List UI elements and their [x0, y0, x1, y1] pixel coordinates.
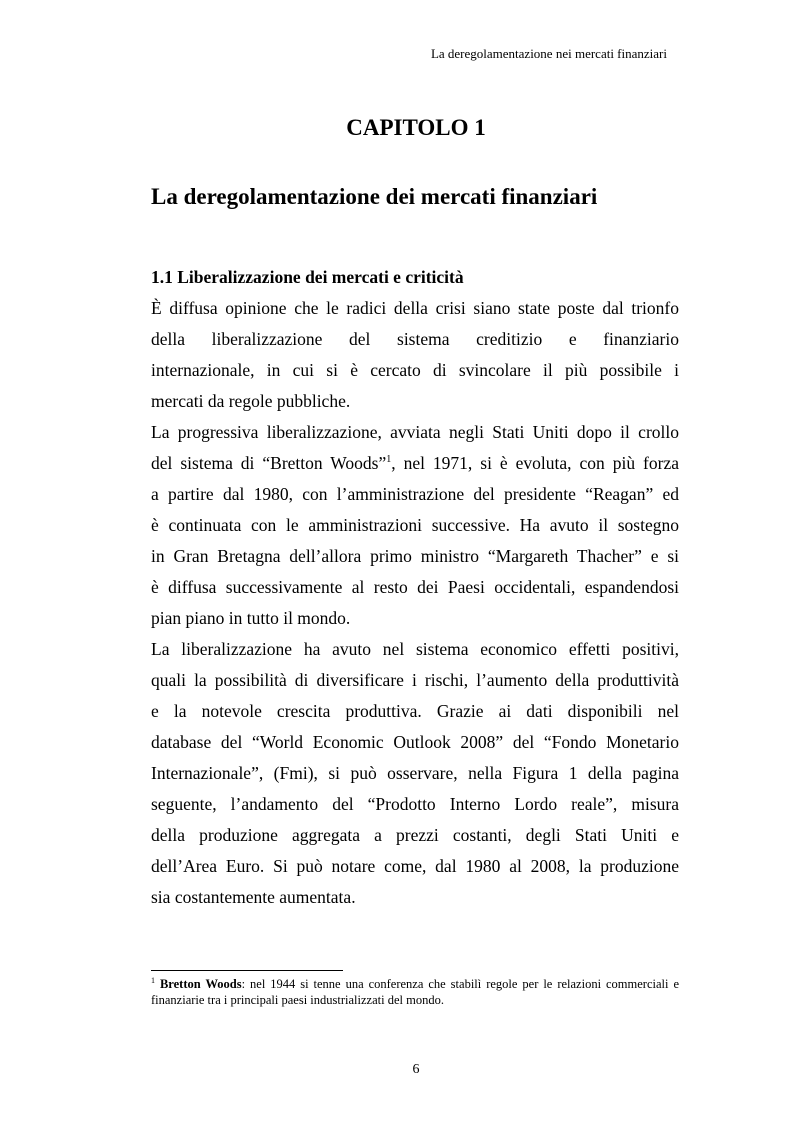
body-text — [151, 293, 679, 913]
paragraph-line: La progressiva liberalizzazione, avviata negli Stati Uniti dopo il crollo — [151, 422, 679, 442]
paragraph-line: seguente, l’andamento del “Prodotto Interno Lordo reale”, misura — [151, 794, 679, 814]
paragraph-line: internazionale, in cui si è cercato di svincolare il più possibile i — [151, 360, 679, 380]
paragraph-line: database del “World Economic Outlook 2008” del “Fondo Monetario — [151, 732, 679, 752]
paragraph-line — [151, 448, 679, 479]
paragraph-line: mercati da regole pubbliche. — [151, 391, 351, 411]
footnote-reference: 1 — [386, 454, 392, 465]
text-run: del sistema di “Bretton Woods” — [151, 453, 387, 473]
paragraph-line: dell’Area Euro. Si può notare come, dal 1980 al 2008, la produzione — [151, 856, 679, 876]
paragraph-line: della produzione aggregata a prezzi costanti, degli Stati Uniti e — [151, 825, 679, 845]
paragraph-line: pian piano in tutto il mondo. — [151, 608, 351, 628]
paragraph-line: La liberalizzazione ha avuto nel sistema economico effetti positivi, — [151, 639, 679, 659]
footnote-term: Bretton Woods — [159, 977, 242, 991]
paragraph-line: È diffusa opinione che le radici della crisi siano state poste dal trionfo — [151, 298, 679, 318]
section-heading: 1.1 Liberalizzazione dei mercati e criticità — [151, 267, 464, 287]
paragraph-3 — [151, 634, 679, 913]
paragraph-line: quali la possibilità di diversificare i rischi, l’aumento della produttività — [151, 670, 679, 690]
chapter-title: La deregolamentazione dei mercati finanziari — [151, 184, 598, 209]
paragraph-line: a partire dal 1980, con l’amministrazione del presidente “Reagan” ed — [151, 484, 679, 504]
page-number: 6 — [412, 1062, 420, 1077]
paragraph-1 — [151, 293, 679, 417]
footnote-number: 1 — [151, 976, 155, 985]
paragraph-line: sia costantemente aumentata. — [151, 887, 356, 907]
paragraph-line: è continuata con le amministrazioni successive. Ha avuto il sostegno — [151, 515, 679, 535]
paragraph-2 — [151, 417, 679, 634]
chapter-label: CAPITOLO 1 — [346, 115, 486, 140]
running-header: La deregolamentazione nei mercati finanziari — [430, 46, 667, 61]
paragraph-line: in Gran Bretagna dell’allora primo ministro “Margareth Thacher” e si — [151, 546, 679, 566]
paragraph-line: e la notevole crescita produttiva. Grazie ai dati disponibili nel — [151, 701, 679, 721]
paragraph-line: della liberalizzazione del sistema creditizio e finanziario — [151, 329, 679, 349]
paragraph-line: è diffusa successivamente al resto dei Paesi occidentali, espandendosi — [151, 577, 679, 597]
paragraph-line: Internazionale”, (Fmi), si può osservare, nella Figura 1 della pagina — [151, 763, 679, 783]
footnote — [151, 976, 679, 1008]
text-run: , nel 1971, si è evoluta, con più forza — [391, 453, 679, 473]
footnote-divider — [151, 970, 343, 971]
footnote-text: : nel 1944 si tenne una conferenza che stabilì regole per le relazioni commerciali e finanziarie tra i principali paesi industrializzati del mondo. — [151, 977, 679, 1007]
